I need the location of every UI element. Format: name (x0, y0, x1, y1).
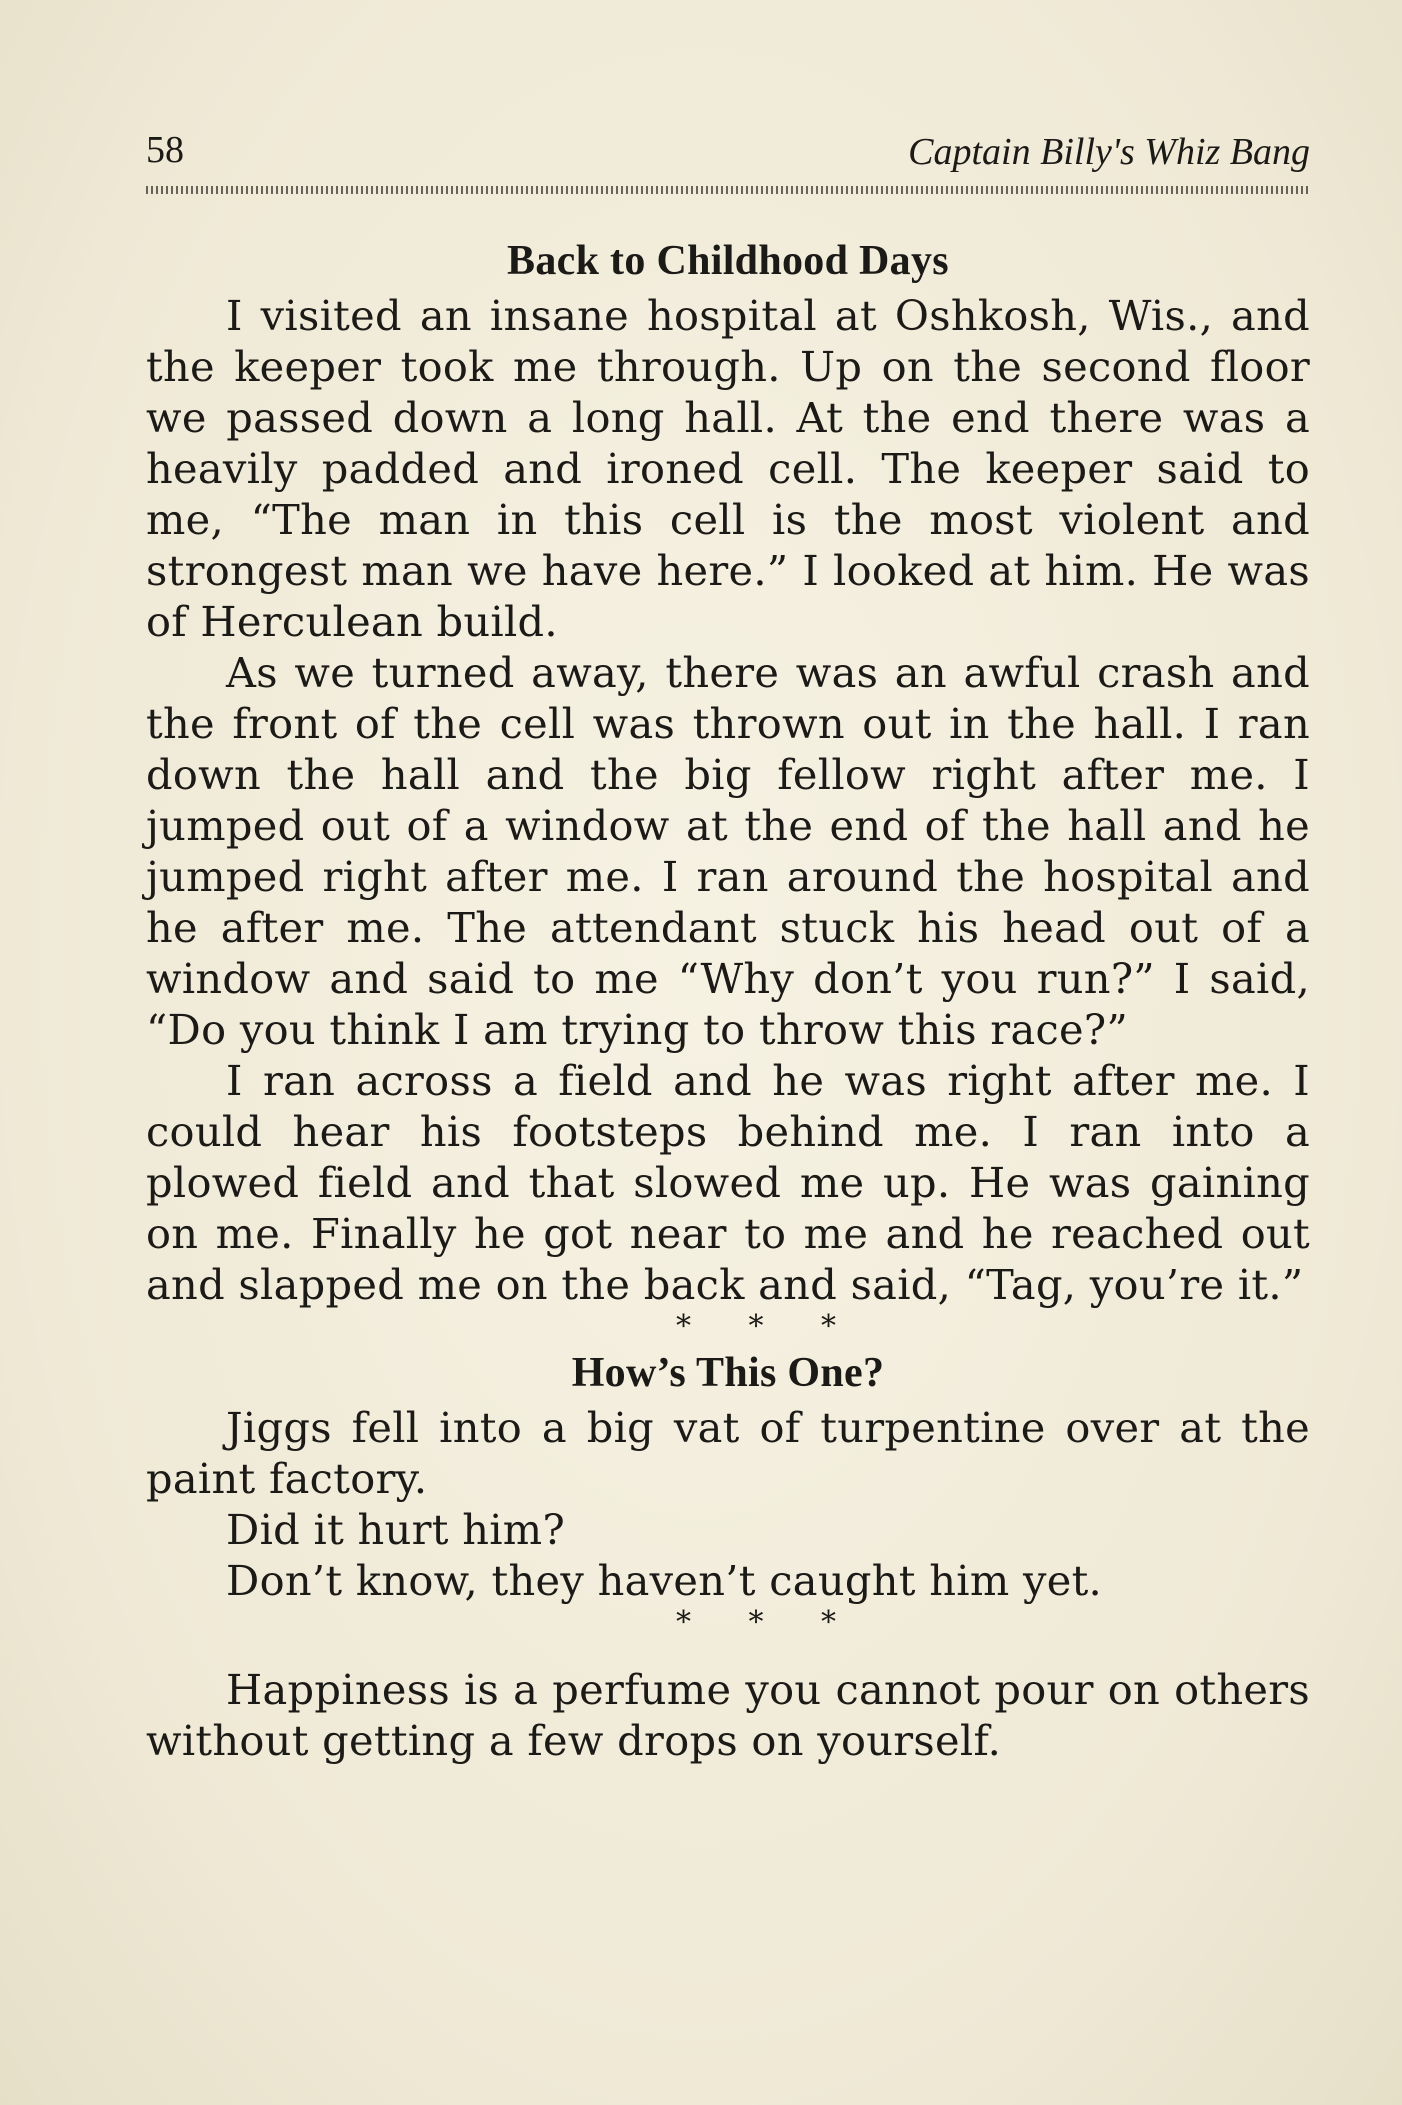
joke-line: Jiggs fell into a big vat of turpentine over at the paint factory. (146, 1403, 1310, 1503)
story-paragraph: I visited an insane hospital at Oshkosh, Wis., and the keeper took me through. Up on the second floor we passed down a long hall. At the end there was a heavily padded and ironed cell. The keeper said to me, “The man in this cell is the most violent and strongest man we have here.” I looked at him. He was of Herculean build. (146, 291, 1310, 646)
section-separator: * * * (675, 1605, 861, 1640)
closing-quote: Happiness is a perfume you cannot pour on others without getting a few drops on yourself. (146, 1665, 1310, 1765)
joke-line: Don’t know, they haven’t caught him yet. (226, 1556, 1103, 1605)
page-number: 58 (146, 129, 184, 171)
header-rule (146, 186, 1310, 194)
section-separator: * * * (675, 1309, 861, 1344)
story-paragraph: I ran across a field and he was right after me. I could hear his footsteps behind me. I ran into a plowed field and that slowed me up. He was gaining on me. Finally he got near to me and he reached out and slapped me on the back and said, “Tag, you’re it.” (146, 1056, 1310, 1309)
joke-title: How’s This One? (571, 1350, 885, 1396)
text-column (146, 236, 1310, 1766)
spacer (146, 1644, 1310, 1664)
story-title: Back to Childhood Days (507, 238, 949, 284)
joke-line: Did it hurt him? (226, 1505, 566, 1554)
running-title: Captain Billy's Whiz Bang (908, 131, 1310, 173)
page-header (146, 128, 1310, 178)
story-paragraph: As we turned away, there was an awful crash and the front of the cell was thrown out in the hall. I ran down the hall and the big fellow right after me. I jumped out of a window at the end of the hall and he jumped right after me. I ran around the hospital and he after me. The attendant stuck his head out of a window and said to me “Why don’t you run?” I said, “Do you think I am trying to throw this race?” (146, 648, 1310, 1054)
